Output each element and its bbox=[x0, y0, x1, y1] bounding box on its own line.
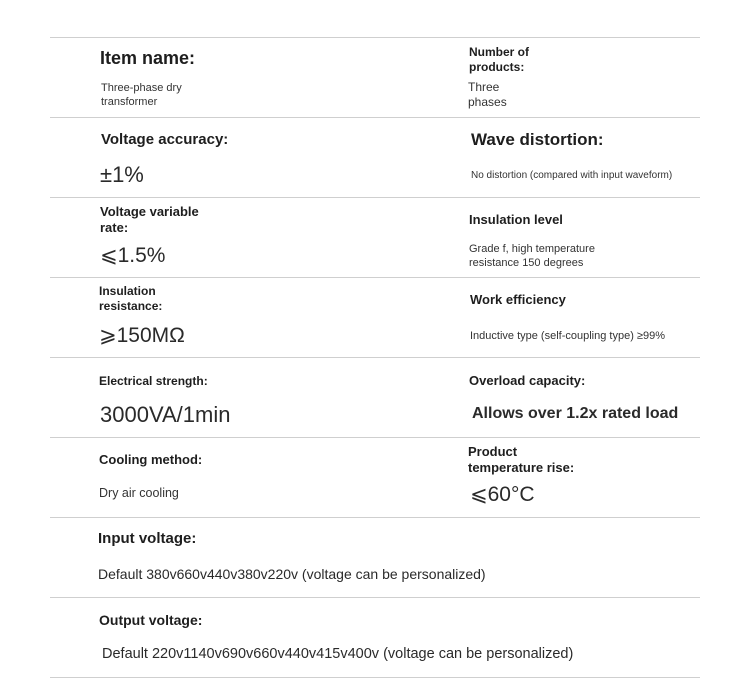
divider bbox=[50, 37, 700, 38]
divider bbox=[50, 597, 700, 598]
temperature-rise-label: Product temperature rise: bbox=[468, 444, 575, 475]
divider bbox=[50, 437, 700, 438]
work-efficiency-value: Inductive type (self-coupling type) ≥99% bbox=[470, 330, 665, 342]
voltage-accuracy-label: Voltage accuracy: bbox=[101, 131, 229, 148]
voltage-variable-rate-label: Voltage variable rate: bbox=[100, 204, 199, 235]
cooling-method-label: Cooling method: bbox=[99, 452, 203, 467]
voltage-variable-rate-value: ⩽1.5% bbox=[100, 244, 166, 267]
voltage-accuracy-value: ±1% bbox=[100, 162, 144, 187]
output-voltage-label: Output voltage: bbox=[99, 612, 203, 628]
insulation-level-label: Insulation level bbox=[469, 212, 563, 227]
overload-capacity-label: Overload capacity: bbox=[469, 373, 586, 388]
input-voltage-value: Default 380v660v440v380v220v (voltage can be personalized) bbox=[98, 566, 486, 582]
overload-capacity-value: Allows over 1.2x rated load bbox=[472, 405, 679, 422]
divider bbox=[50, 517, 700, 518]
number-of-products-value: Three phases bbox=[468, 80, 507, 109]
divider bbox=[50, 117, 700, 118]
item-name-value: Three-phase dry transformer bbox=[101, 82, 182, 108]
number-of-products-label: Number of products: bbox=[469, 45, 529, 74]
divider bbox=[50, 197, 700, 198]
cooling-method-value: Dry air cooling bbox=[99, 486, 179, 500]
input-voltage-label: Input voltage: bbox=[98, 530, 197, 547]
item-name-label: Item name: bbox=[100, 48, 196, 68]
divider bbox=[50, 277, 700, 278]
work-efficiency-label: Work efficiency bbox=[470, 292, 566, 307]
divider bbox=[50, 677, 700, 678]
wave-distortion-value: No distortion (compared with input waveform) bbox=[471, 170, 673, 181]
insulation-level-value: Grade f, high temperature resistance 150 degrees bbox=[469, 243, 595, 269]
electrical-strength-label: Electrical strength: bbox=[99, 374, 208, 388]
output-voltage-value: Default 220v1140v690v660v440v415v400v (voltage can be personalized) bbox=[102, 646, 574, 662]
divider bbox=[50, 357, 700, 358]
electrical-strength-value: 3000VA/1min bbox=[100, 402, 231, 427]
temperature-rise-value: ⩽60°C bbox=[470, 483, 535, 506]
insulation-resistance-label: Insulation resistance: bbox=[99, 284, 163, 313]
insulation-resistance-value: ⩾150MΩ bbox=[99, 324, 185, 347]
wave-distortion-label: Wave distortion: bbox=[471, 130, 604, 149]
